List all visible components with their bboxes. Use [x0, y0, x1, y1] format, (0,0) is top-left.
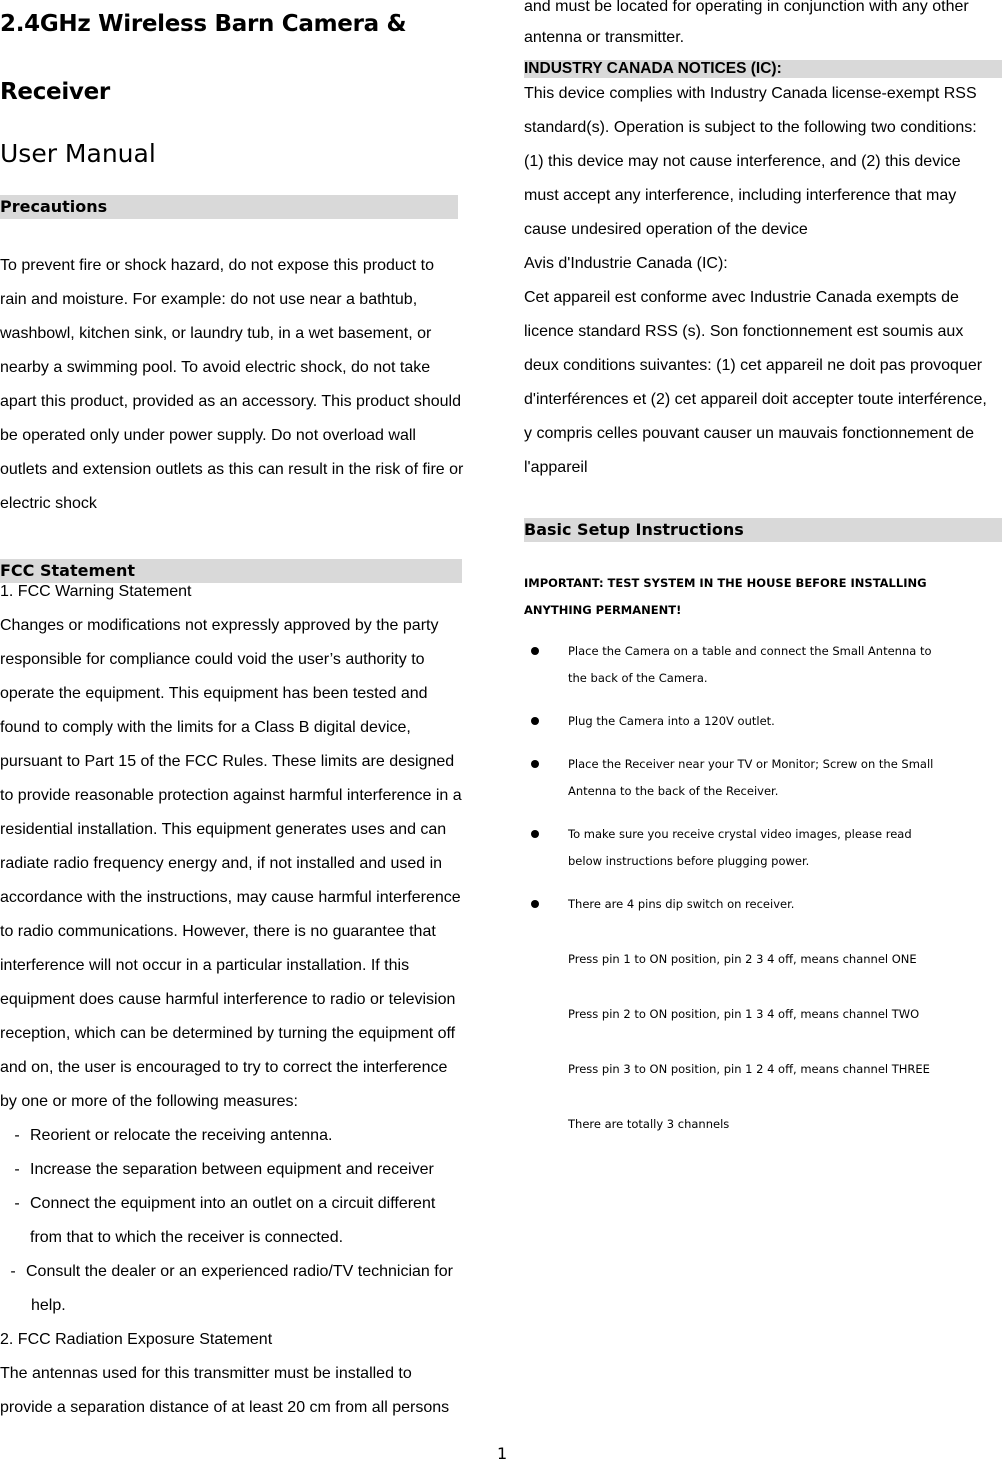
- important-notice-line: ANYTHING PERMANENT!: [524, 603, 682, 617]
- precautions-heading-bar: [0, 195, 458, 219]
- ic-line: deux conditions suivantes: (1) cet appareil ne doit pas provoquer: [524, 357, 983, 374]
- right-column: [524, 0, 1002, 1138]
- fcc-measure: [0, 1187, 484, 1221]
- setup-bullet-line: the back of the Camera.: [568, 671, 708, 685]
- fcc-line: to provide reasonable protection against harmful interference in a: [0, 787, 462, 804]
- fcc-line: operate the equipment. This equipment has been tested and: [0, 685, 428, 702]
- measure-text: Consult the dealer or an experienced radio/TV technician for: [26, 1263, 453, 1280]
- precautions-line: To prevent fire or shock hazard, do not expose this product to: [0, 257, 435, 274]
- setup-bullet-line: below instructions before plugging power.: [568, 854, 810, 868]
- ic-line: standard(s). Operation is subject to the following two conditions:: [524, 119, 977, 136]
- channel-line: Press pin 3 to ON position, pin 1 2 4 off, means channel THREE: [568, 1062, 930, 1076]
- fcc-radiation-line: antenna or transmitter.: [524, 29, 685, 46]
- fcc-line: found to comply with the limits for a Class B digital device,: [0, 719, 411, 736]
- document-title: [0, 7, 484, 143]
- measure-text: Connect the equipment into an outlet on a circuit different: [30, 1195, 436, 1212]
- bullet-dot-icon: [531, 900, 539, 908]
- setup-bullet: [524, 821, 1002, 875]
- measure-dash: -: [10, 1263, 16, 1280]
- fcc-measure-continued: from that to which the receiver is connected.: [30, 1229, 344, 1246]
- setup-bullet-line: To make sure you receive crystal video images, please read: [524, 821, 1002, 848]
- measure-text: Increase the separation between equipment and receiver: [30, 1161, 434, 1178]
- fcc-radiation-line: provide a separation distance of at least 20 cm from all persons: [0, 1399, 450, 1416]
- fcc-line: Changes or modifications not expressly approved by the party: [0, 617, 439, 634]
- measure-dash: -: [14, 1195, 20, 1212]
- fcc-heading-bar: [0, 559, 462, 583]
- ic-line: cause undesired operation of the device: [524, 221, 808, 238]
- ic-line: (1) this device may not cause interference, and (2) this device: [524, 153, 961, 170]
- fcc-line: residential installation. This equipment generates uses and can: [0, 821, 447, 838]
- setup-bullet-line: Antenna to the back of the Receiver.: [568, 784, 779, 798]
- title-line-2: Receiver: [0, 79, 110, 105]
- measure-text: Reorient or relocate the receiving antenna.: [30, 1127, 333, 1144]
- ic-line: Cet appareil est conforme avec Industrie Canada exempts de: [524, 289, 959, 306]
- ic-line: l'appareil: [524, 459, 588, 476]
- title-line-1: 2.4GHz Wireless Barn Camera &: [0, 11, 407, 37]
- page-number: 1: [497, 1444, 508, 1463]
- fcc-measure: [0, 1255, 484, 1289]
- fcc-line: radiate radio frequency energy and, if not installed and used in: [0, 855, 443, 872]
- ic-body: [524, 77, 1002, 485]
- fcc-line: to radio communications. However, there is no guarantee that: [0, 923, 436, 940]
- precautions-line: outlets and extension outlets as this can result in the risk of fire or: [0, 461, 464, 478]
- setup-bullet: [524, 708, 1002, 735]
- precautions-line: rain and moisture. For example: do not use near a bathtub,: [0, 291, 418, 308]
- fcc-line: interference will not occur in a particular installation. If this: [0, 957, 410, 974]
- setup-heading-bar: [524, 518, 1002, 542]
- fcc-radiation-title: 2. FCC Radiation Exposure Statement: [0, 1331, 273, 1348]
- left-column: [0, 0, 484, 1425]
- ic-heading-bar: [524, 60, 1002, 78]
- channel-line: There are totally 3 channels: [568, 1117, 730, 1131]
- precautions-line: apart this product, provided as an accessory. This product should: [0, 393, 461, 410]
- precautions-line: be operated only under power supply. Do not overload wall: [0, 427, 416, 444]
- ic-line: Avis d'Industrie Canada (IC):: [524, 255, 728, 272]
- fcc-body: [0, 575, 484, 1425]
- fcc-line: equipment does cause harmful interference to radio or television: [0, 991, 456, 1008]
- setup-bullet: [524, 891, 1002, 918]
- document-subtitle: User Manual: [0, 139, 156, 168]
- setup-bullet-line: Place the Camera on a table and connect the Small Antenna to: [524, 638, 1002, 665]
- precautions-line: electric shock: [0, 495, 97, 512]
- precautions-body: [0, 249, 484, 521]
- measure-dash: -: [14, 1161, 20, 1178]
- fcc-line: pursuant to Part 15 of the FCC Rules. These limits are designed: [0, 753, 455, 770]
- bullet-dot-icon: [531, 760, 539, 768]
- bullet-dot-icon: [531, 647, 539, 655]
- channel-line: Press pin 1 to ON position, pin 2 3 4 off, means channel ONE: [568, 952, 917, 966]
- fcc-heading: FCC Statement: [0, 561, 136, 580]
- measure-dash: -: [14, 1127, 20, 1144]
- ic-line: licence standard RSS (s). Son fonctionnement est soumis aux: [524, 323, 964, 340]
- setup-bullet: [524, 751, 1002, 805]
- fcc-measure: [0, 1119, 484, 1153]
- fcc-line: accordance with the instructions, may cause harmful interference: [0, 889, 461, 906]
- setup-bullet-line: There are 4 pins dip switch on receiver.: [524, 891, 1002, 918]
- fcc-radiation-line: The antennas used for this transmitter must be installed to: [0, 1365, 412, 1382]
- fcc-line: by one or more of the following measures:: [0, 1093, 298, 1110]
- precautions-heading: Precautions: [0, 197, 108, 216]
- setup-bullet: [524, 638, 1002, 692]
- ic-line: This device complies with Industry Canada license-exempt RSS: [524, 85, 977, 102]
- ic-line: d'interférences et (2) cet appareil doit accepter toute interférence,: [524, 391, 987, 408]
- fcc-radiation-line: and must be located for operating in conjunction with any other: [524, 0, 969, 15]
- ic-line: y compris celles pouvant causer un mauvais fonctionnement de: [524, 425, 975, 442]
- fcc-line: responsible for compliance could void the user’s authority to: [0, 651, 425, 668]
- bullet-dot-icon: [531, 717, 539, 725]
- fcc-measure: [0, 1153, 484, 1187]
- fcc-measure-continued: help.: [31, 1297, 66, 1314]
- ic-heading: INDUSTRY CANADA NOTICES (IC):: [524, 60, 782, 77]
- important-notice-line: IMPORTANT: TEST SYSTEM IN THE HOUSE BEFORE INSTALLING: [524, 576, 927, 590]
- fcc-line: and on, the user is encouraged to try to correct the interference: [0, 1059, 448, 1076]
- precautions-line: washbowl, kitchen sink, or laundry tub, in a wet basement, or: [0, 325, 432, 342]
- setup-bullet-line: Plug the Camera into a 120V outlet.: [524, 708, 1002, 735]
- channel-line: Press pin 2 to ON position, pin 1 3 4 off, means channel TWO: [568, 1007, 920, 1021]
- setup-bullet-line: Place the Receiver near your TV or Monitor; Screw on the Small: [524, 751, 1002, 778]
- fcc-warning-title: 1. FCC Warning Statement: [0, 583, 192, 600]
- bullet-dot-icon: [531, 830, 539, 838]
- fcc-line: reception, which can be determined by turning the equipment off: [0, 1025, 456, 1042]
- precautions-line: nearby a swimming pool. To avoid electric shock, do not take: [0, 359, 431, 376]
- setup-heading: Basic Setup Instructions: [524, 520, 744, 539]
- ic-line: must accept any interference, including interference that may: [524, 187, 957, 204]
